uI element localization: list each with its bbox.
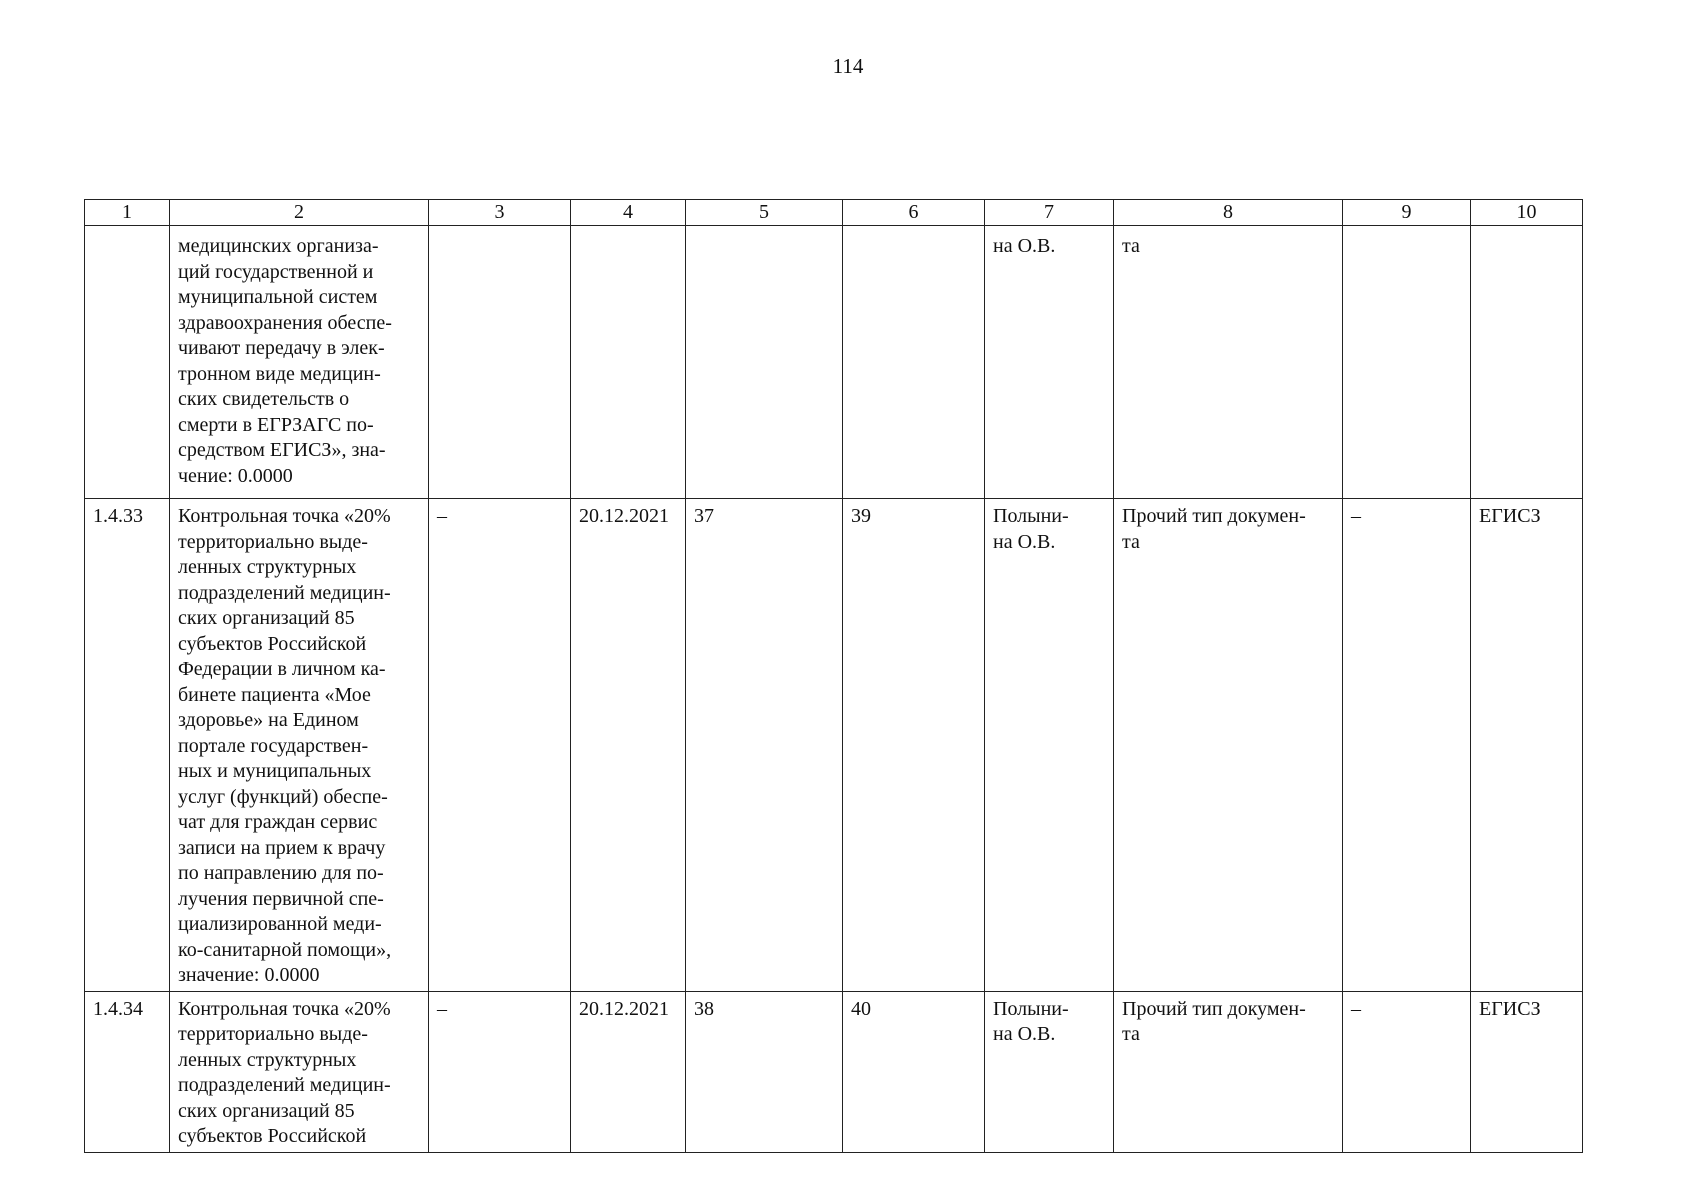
cell-col6	[843, 226, 985, 499]
item-number	[85, 226, 170, 499]
cell-responsible: на О.В.	[985, 226, 1114, 499]
column-number: 7	[985, 200, 1114, 226]
column-number: 10	[1471, 200, 1583, 226]
cell-responsible: Полыни- на О.В.	[985, 991, 1114, 1152]
table-row	[85, 991, 1583, 1152]
column-number: 9	[1343, 200, 1471, 226]
table-row	[85, 226, 1583, 499]
cell-col6: 40	[843, 991, 985, 1152]
cell-document-type: Прочий тип докумен- та	[1114, 991, 1343, 1152]
item-number: 1.4.34	[85, 991, 170, 1152]
cell-col5: 38	[686, 991, 843, 1152]
table-row	[85, 499, 1583, 992]
cell-document-type: Прочий тип докумен- та	[1114, 499, 1343, 992]
column-number: 1	[85, 200, 170, 226]
cell-document-type: та	[1114, 226, 1343, 499]
cell-date	[571, 226, 686, 499]
cell-system: ЕГИСЗ	[1471, 991, 1583, 1152]
cell-col5: 37	[686, 499, 843, 992]
column-number: 8	[1114, 200, 1343, 226]
column-number: 6	[843, 200, 985, 226]
cell-col3: –	[429, 991, 571, 1152]
cell-col3: –	[429, 499, 571, 992]
cell-system: ЕГИСЗ	[1471, 499, 1583, 992]
page-number: 114	[832, 54, 864, 78]
item-description: медицинских организа- ций государственной и муниципальной систем здравоохранения обеспе- чивают передачу в элек- тронном виде медицин- ских свидетельств о смерти в ЕГРЗАГС по- средством ЕГИСЗ», зна- чение: 0.0000	[170, 226, 429, 499]
column-number: 4	[571, 200, 686, 226]
cell-date: 20.12.2021	[571, 499, 686, 992]
cell-date: 20.12.2021	[571, 991, 686, 1152]
cell-col9	[1343, 226, 1471, 499]
plan-table	[84, 199, 1583, 1153]
column-number: 3	[429, 200, 571, 226]
item-description: Контрольная точка «20% территориально выде- ленных структурных подразделений медицин- ских организаций 85 субъектов Российской	[170, 991, 429, 1152]
item-description: Контрольная точка «20% территориально выде- ленных структурных подразделений медицин- ских организаций 85 субъектов Российской Федерации в личном ка- бинете пациента «Мое здоровье» на Едином портале государствен- ных и муниципальных услуг (функций) обеспе- чат для граждан сервис записи на прием к врачу по направлению для по- лучения первичной спе- циализированной меди- ко-санитарной помощи», значение: 0.0000	[170, 499, 429, 992]
column-number-row	[85, 200, 1583, 226]
column-number: 5	[686, 200, 843, 226]
column-number: 2	[170, 200, 429, 226]
cell-col5	[686, 226, 843, 499]
cell-col6: 39	[843, 499, 985, 992]
cell-responsible: Полыни- на О.В.	[985, 499, 1114, 992]
cell-col9: –	[1343, 991, 1471, 1152]
cell-system	[1471, 226, 1583, 499]
cell-col3	[429, 226, 571, 499]
item-number: 1.4.33	[85, 499, 170, 992]
cell-col9: –	[1343, 499, 1471, 992]
